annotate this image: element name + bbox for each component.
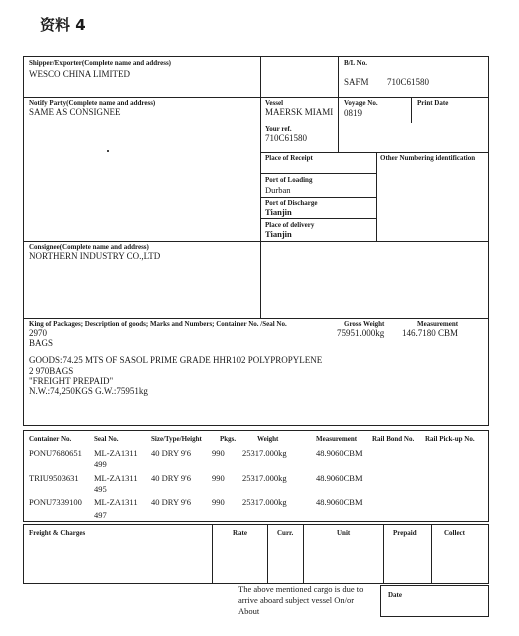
goods-line: GOODS:74.25 MTS OF SASOL PRIME GRADE HHR102 POLYPROPYLENE — [29, 355, 323, 365]
size-type: 40 DRY 9'6 — [151, 448, 191, 458]
print-date-label: Print Date — [417, 99, 449, 107]
divider — [431, 525, 432, 583]
measurement: 48.9060CBM — [316, 448, 363, 458]
divider — [212, 525, 213, 583]
arrival-note: The above mentioned cargo is due to arrive aboard subject vessel On/or About — [238, 584, 364, 616]
size-type: 40 DRY 9'6 — [151, 497, 191, 507]
date-box — [380, 585, 489, 617]
pkgs: 990 — [212, 448, 225, 458]
seal-no: ML-ZA1311 — [94, 473, 138, 483]
header-prepaid: Prepaid — [393, 529, 417, 537]
shipper-label: Shipper/Exporter(Complete name and address) — [29, 59, 172, 67]
divider — [411, 97, 412, 123]
header-rail-pickup: Rail Pick-up No. — [425, 435, 475, 443]
divider — [260, 197, 376, 198]
header-weight: Weight — [257, 435, 279, 443]
scan-dot — [107, 150, 109, 152]
header-freight-charges: Freight & Charges — [29, 529, 86, 537]
divider — [260, 152, 489, 153]
divider — [260, 173, 376, 174]
header-unit: Unit — [337, 529, 351, 537]
your-ref-label: Your ref. — [265, 125, 292, 133]
place-of-receipt-label: Place of Receipt — [265, 154, 313, 162]
container-table — [23, 430, 489, 522]
header-curr: Curr. — [277, 529, 294, 537]
gross-weight-label: Gross Weight — [344, 320, 385, 328]
pkgs: 990 — [212, 497, 225, 507]
measurement: 48.9060CBM — [316, 497, 363, 507]
measurement: 48.9060CBM — [316, 473, 363, 483]
divider — [376, 152, 377, 241]
divider — [260, 218, 376, 219]
weight: 25317.000kg — [242, 448, 287, 458]
gross-weight-value: 75951.000kg — [337, 328, 385, 338]
notify-value: SAME AS CONSIGNEE — [29, 107, 121, 117]
consignee-label: Consignee(Complete name and address) — [29, 243, 149, 251]
divider — [24, 97, 489, 98]
header-pkgs: Pkgs. — [220, 435, 237, 443]
pkgs: 990 — [212, 473, 225, 483]
date-label: Date — [388, 591, 402, 599]
measurement-value: 146.7180 CBM — [402, 328, 459, 338]
port-of-loading-label: Port of Loading — [265, 176, 313, 184]
size-type: 40 DRY 9'6 — [151, 473, 191, 483]
container-no: PONU7339100 — [29, 497, 82, 507]
header-collect: Collect — [444, 529, 465, 537]
place-of-delivery-value: Tianjin — [265, 229, 292, 239]
header-seal-no: Seal No. — [94, 435, 119, 443]
document-heading: 资料 4 — [40, 16, 86, 34]
goods-unit: BAGS — [29, 338, 54, 348]
your-ref-value: 710C61580 — [265, 133, 308, 143]
container-no: TRIU9503631 — [29, 473, 79, 483]
seal-no-suffix: 499 — [94, 459, 107, 469]
header-container-no: Container No. — [29, 435, 72, 443]
bill-of-lading-form — [23, 56, 489, 426]
divider — [338, 57, 339, 152]
bl-label: B/L No. — [344, 59, 367, 67]
goods-qty: 2970 — [29, 328, 47, 338]
goods-line: N.W.:74,250KGS G.W.:75951kg — [29, 386, 148, 396]
voyage-label: Voyage No. — [344, 99, 378, 107]
place-of-delivery-label: Place of delivery — [265, 221, 315, 229]
goods-label: King of Packages; Description of goods; Marks and Numbers; Container No. /Seal No. — [29, 320, 287, 328]
consignee-value: NORTHERN INDUSTRY CO.,LTD — [29, 251, 161, 261]
seal-no: ML-ZA1311 — [94, 497, 138, 507]
shipper-value: WESCO CHINA LIMITED — [29, 69, 130, 79]
seal-no-suffix: 495 — [94, 484, 107, 494]
divider — [260, 57, 261, 318]
port-of-loading-value: Durban — [265, 185, 291, 195]
port-of-discharge-label: Port of Discharge — [265, 199, 318, 207]
charges-table — [23, 524, 489, 584]
goods-line: "FREIGHT PREPAID" — [29, 376, 114, 386]
notify-label: Notify Party(Complete name and address) — [29, 99, 156, 107]
seal-no: ML-ZA1311 — [94, 448, 138, 458]
other-numbering-label: Other Numbering identification — [380, 154, 476, 162]
header-rate: Rate — [233, 529, 247, 537]
seal-no-suffix: 497 — [94, 510, 107, 520]
vessel-value: MAERSK MIAMI — [265, 107, 334, 117]
divider — [24, 318, 489, 319]
divider — [24, 241, 489, 242]
bl-number: 710C61580 — [387, 77, 430, 87]
bl-prefix: SAFM — [344, 77, 369, 87]
header-measurement: Measurement — [316, 435, 358, 443]
voyage-value: 0819 — [344, 108, 362, 118]
divider — [267, 525, 268, 583]
vessel-label: Vessel — [265, 99, 284, 107]
divider — [303, 525, 304, 583]
weight: 25317.000kg — [242, 473, 287, 483]
measurement-label: Measurement — [417, 320, 459, 328]
goods-line: 2 970BAGS — [29, 366, 74, 376]
container-no: PONU7680651 — [29, 448, 82, 458]
divider — [383, 525, 384, 583]
weight: 25317.000kg — [242, 497, 287, 507]
header-rail-bond: Rail Bond No. — [372, 435, 415, 443]
header-size-type: Size/Type/Height — [151, 435, 202, 443]
port-of-discharge-value: Tianjin — [265, 207, 292, 217]
